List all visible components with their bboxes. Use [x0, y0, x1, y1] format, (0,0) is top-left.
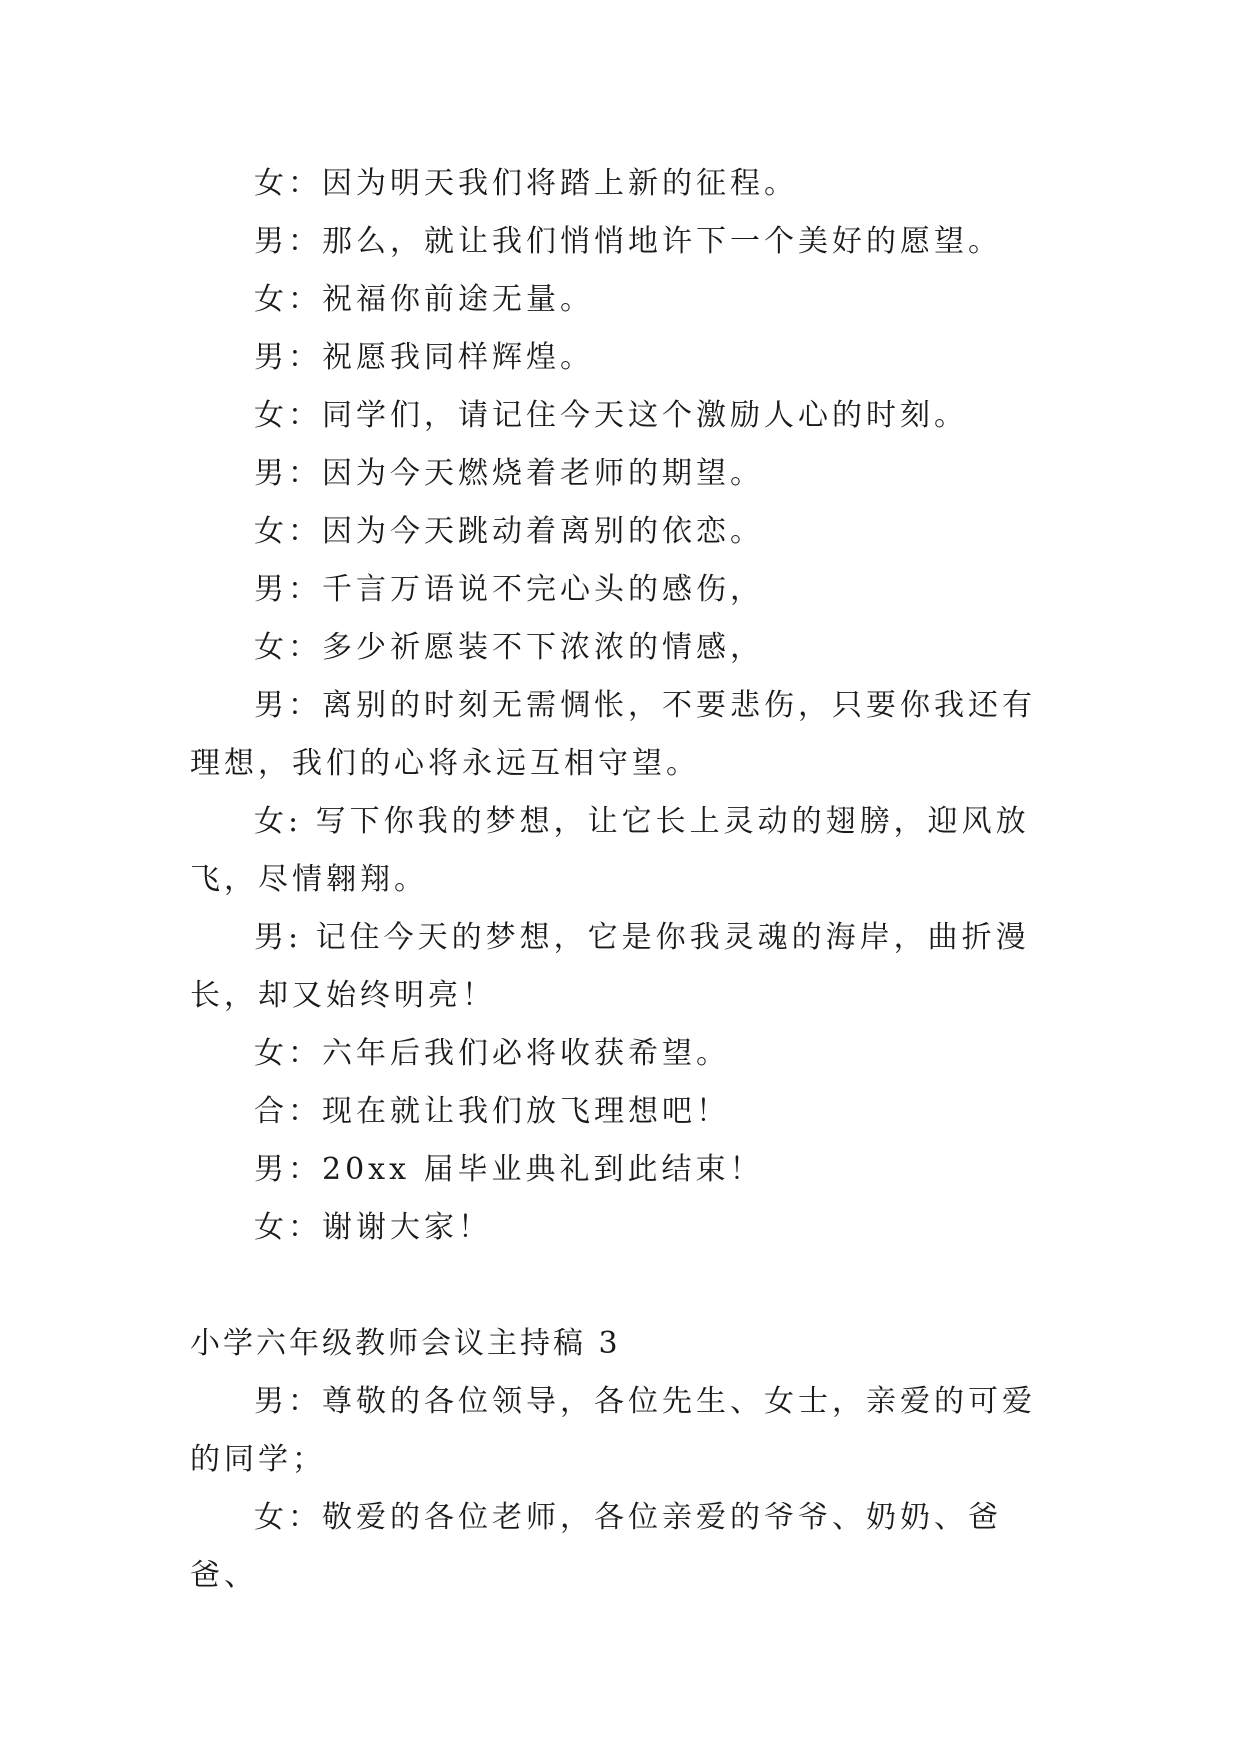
document-page — [190, 155, 1060, 1605]
dialogue-line: 男：20xx 届毕业典礼到此结束！ — [254, 1152, 764, 1187]
dialogue-line: 女：祝福你前途无量。 — [254, 282, 594, 317]
dialogue-line: 男：那么，就让我们悄悄地许下一个美好的愿望。 — [254, 224, 1002, 259]
dialogue-line: 女：六年后我们必将收获希望。 — [254, 1036, 730, 1071]
dialogue-line: 女：因为今天跳动着离别的依恋。 — [254, 514, 764, 549]
dialogue-line: 男：离别的时刻无需惆怅，不要悲伤，只要你我还有理想，我们的心将永远互相守望。 — [190, 688, 1036, 781]
dialogue-line: 男: 记住今天的梦想，它是你我灵魂的海岸，曲折漫长，却又始终明亮！ — [190, 920, 1030, 1013]
dialogue-line: 男：千言万语说不完心头的感伤， — [254, 572, 764, 607]
dialogue-line: 合：现在就让我们放飞理想吧！ — [254, 1094, 730, 1129]
dialogue-line: 女：同学们，请记住今天这个激励人心的时刻。 — [254, 398, 968, 433]
dialogue-line: 女：谢谢大家！ — [254, 1210, 492, 1245]
section-title: 小学六年级教师会议主持稿 3 — [190, 1326, 621, 1361]
dialogue-line: 男：尊敬的各位领导，各位先生、女士，亲爱的可爱的同学； — [190, 1384, 1036, 1477]
dialogue-line: 女：多少祈愿装不下浓浓的情感， — [254, 630, 764, 665]
dialogue-line: 男：祝愿我同样辉煌。 — [254, 340, 594, 375]
dialogue-line: 女：敬爱的各位老师，各位亲爱的爷爷、奶奶、爸爸、 — [190, 1500, 1002, 1593]
dialogue-line: 男：因为今天燃烧着老师的期望。 — [254, 456, 764, 491]
dialogue-line: 女: 写下你我的梦想，让它长上灵动的翅膀，迎风放飞，尽情翱翔。 — [190, 804, 1030, 897]
dialogue-line: 女：因为明天我们将踏上新的征程。 — [254, 166, 798, 201]
